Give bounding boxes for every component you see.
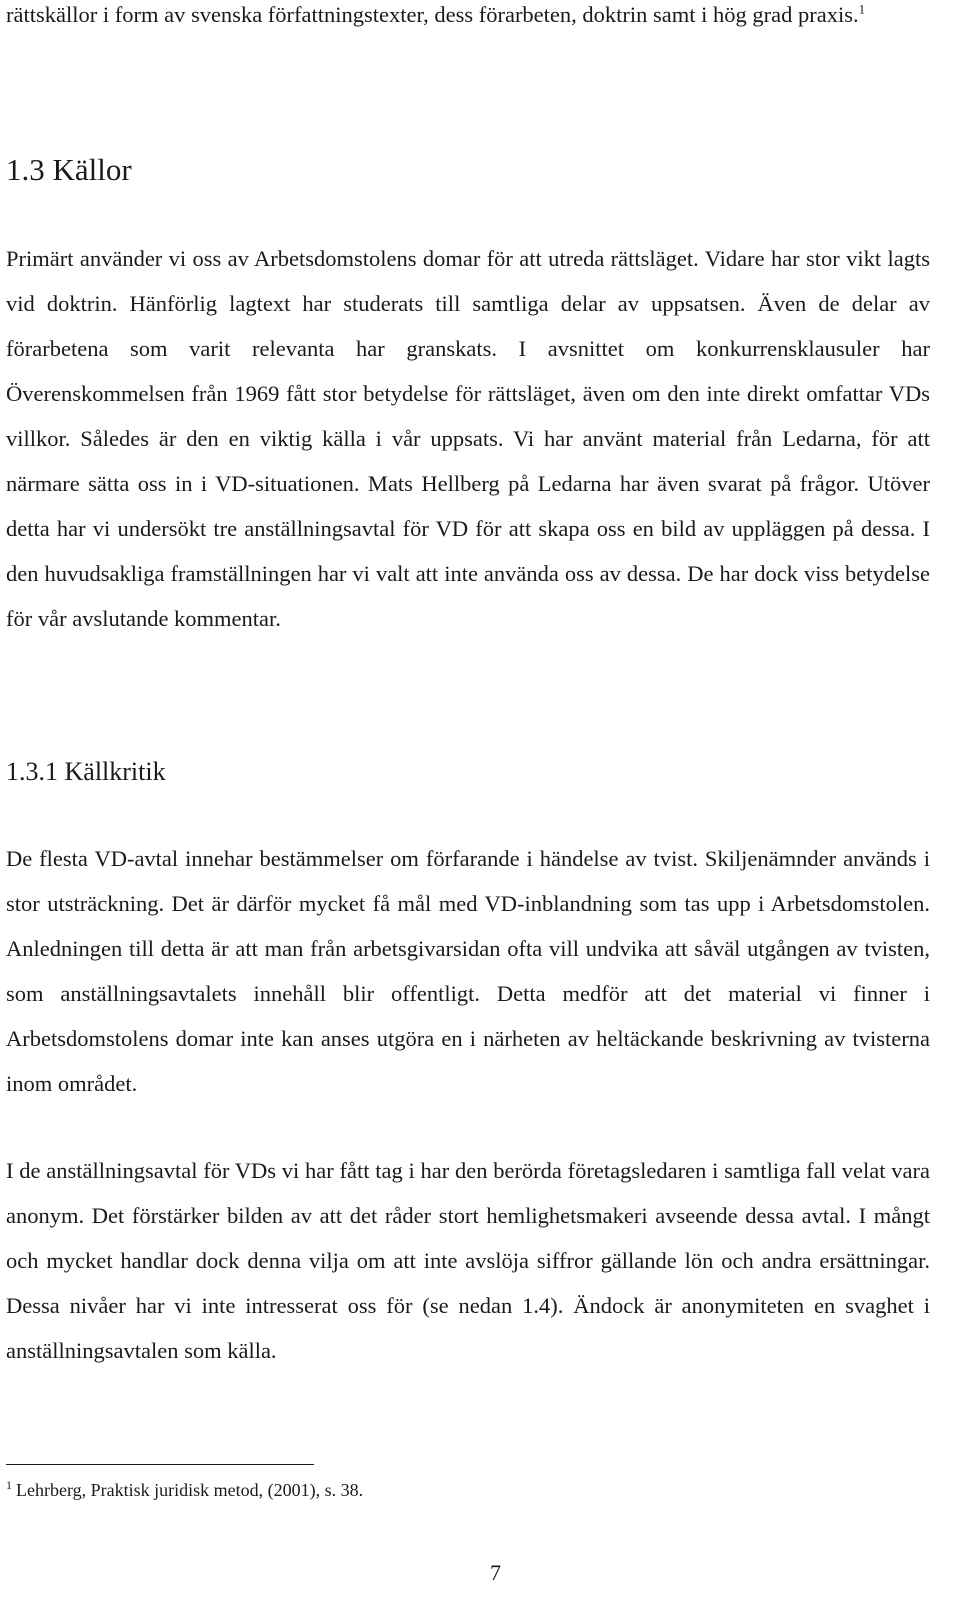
section-kallkritik-paragraph-2: I de anställningsavtal för VDs vi har fått tag i har den berörda företagsledaren i samtliga fall velat vara anonym. Det förstärker bilden av att det råder stort hemlighetsmakeri avseende dessa avtal. I mångt och mycket handlar dock denna vilja om att inte avslöja siffror gällande lön och andra ersättningar. Dessa nivåer har vi inte intresserat oss för (se nedan 1.4). Ändock är anonymiteten en svaghet i anställningsavtalen som källa. (6, 1158, 930, 1363)
intro-paragraph (6, 0, 930, 37)
page-number: 7 (490, 1560, 501, 1585)
footnote-number: 1 (6, 1478, 12, 1492)
footnote-text: Lehrberg, Praktisk juridisk metod, (2001), s. 38. (16, 1480, 364, 1500)
section-heading-kallor: 1.3 Källor (6, 152, 132, 187)
section-kallkritik-block-1 (6, 836, 930, 1106)
footnote (6, 1474, 363, 1506)
section-kallor-paragraph: Primärt använder vi oss av Arbetsdomstolens domar för att utreda rättsläget. Vidare har stor vikt lagts vid doktrin. Hänförlig lagtext har studerats till samtliga delar av uppsatsen. Även de delar av förarbetena som varit relevanta har granskats. I avsnittet om konkurrensklausuler har Överenskommelsen från 1969 fått stor betydelse för rättsläget, även om den inte direkt omfattar VDs villkor. Således är den en viktig källa i vår uppsats. Vi har använt material från Ledarna, för att närmare sätta oss in i VD-situationen. Mats Hellberg på Ledarna har även svarat på frågor. Utöver detta har vi undersökt tre anställningsavtal för VD för att skapa oss en bild av uppläggen på dessa. I den huvudsakliga framställningen har vi valt att inte använda oss av dessa. De har dock viss betydelse för vår avslutande kommentar. (6, 246, 930, 631)
intro-block (6, 0, 930, 37)
section-kallkritik-block-2 (6, 1148, 930, 1373)
section-kallkritik-paragraph-1: De flesta VD-avtal innehar bestämmelser om förfarande i händelse av tvist. Skiljenämnder används i stor utsträckning. Det är därför mycket få mål med VD-inblandning som tas upp i Arbetsdomstolen. Anledningen till detta är att man från arbetsgivarsidan ofta vill undvika att såväl utgången av tvisten, som anställningsavtalets innehåll blir offentligt. Detta medför att det material vi finner i Arbetsdomstolens domar inte kan anses utgöra en i närheten av heltäckande beskrivning av tvisterna inom området. (6, 846, 930, 1096)
footnote-reference[interactable]: 1 (858, 1, 866, 17)
section-heading-kallkritik: 1.3.1 Källkritik (6, 757, 166, 786)
footnote-divider (6, 1464, 314, 1465)
section-kallor-block (6, 236, 930, 641)
intro-text: rättskällor i form av svenska författningstexter, dess förarbeten, doktrin samt i hög grad praxis. (6, 2, 859, 27)
